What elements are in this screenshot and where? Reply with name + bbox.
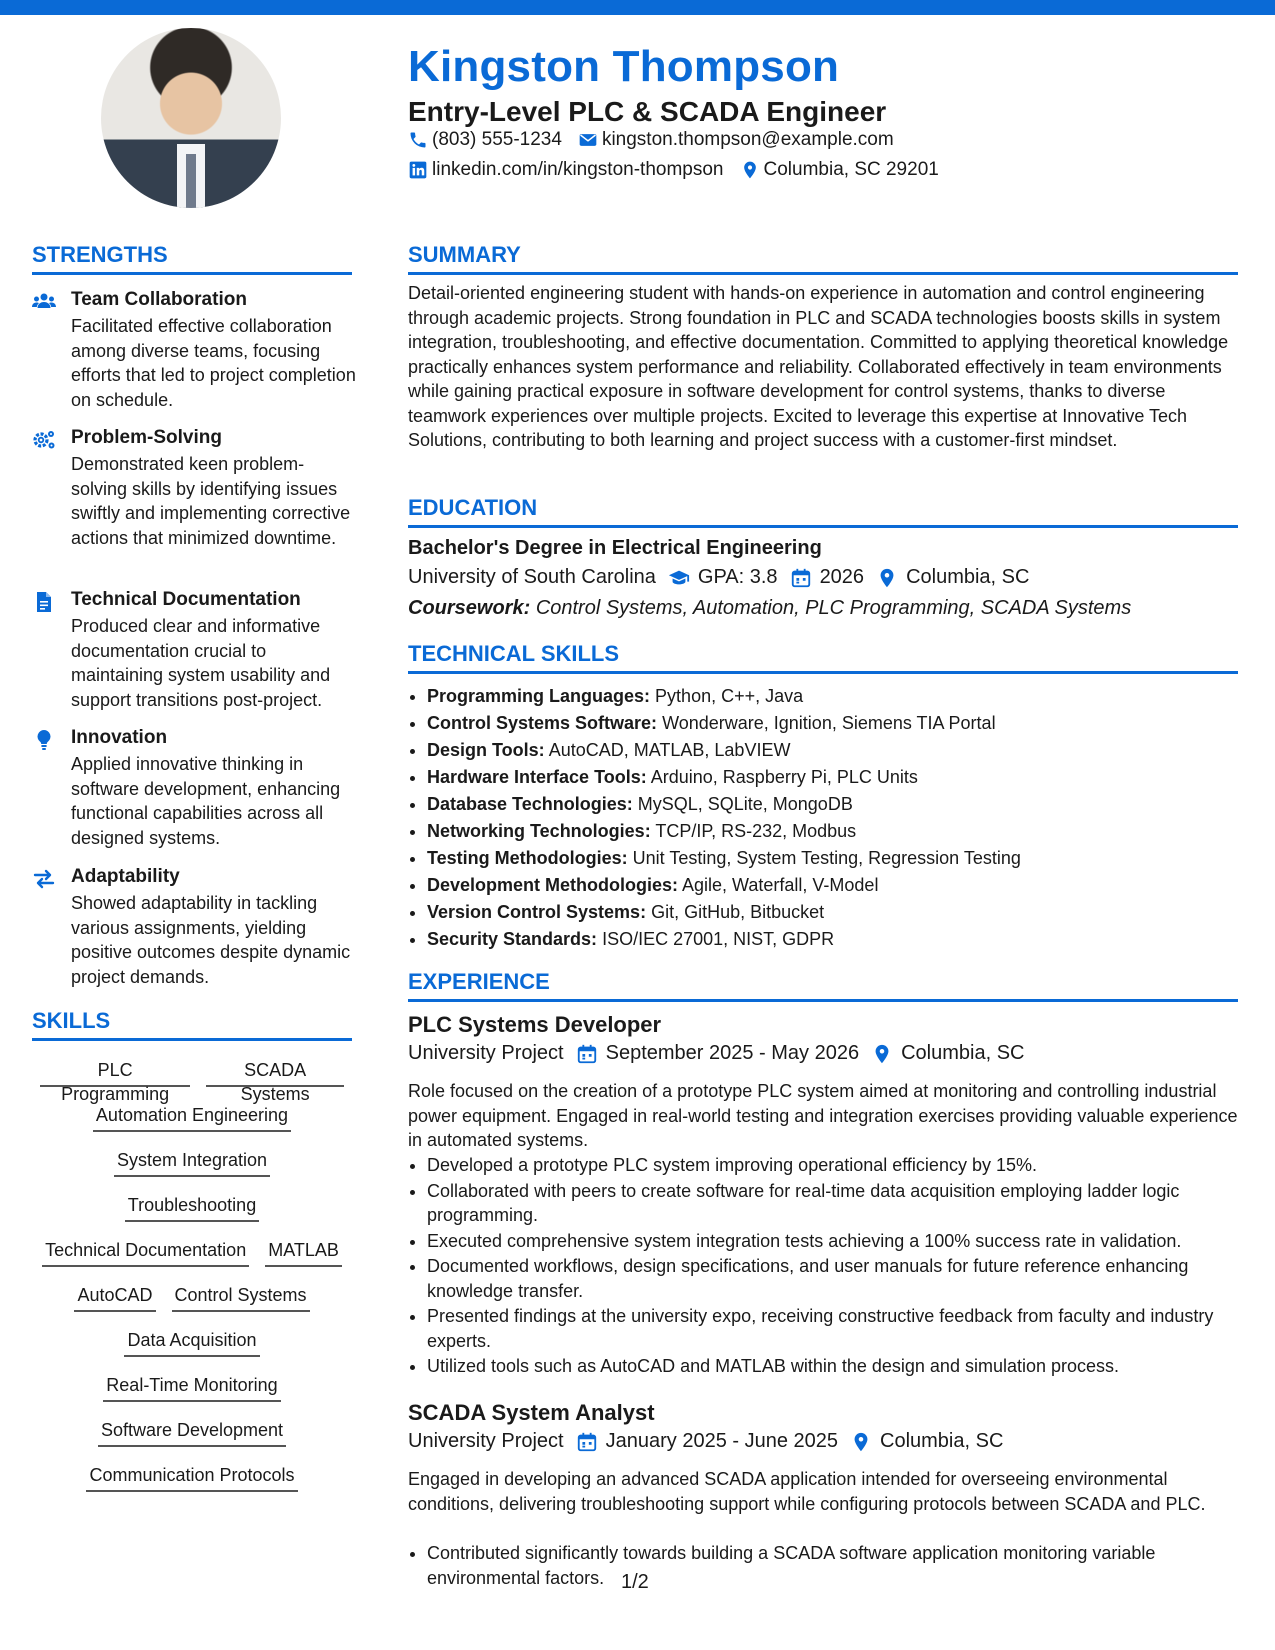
top-accent-bar [0,0,1275,15]
users-icon [32,291,56,313]
list-item: • Testing Methodologies: Unit Testing, System Testing, Regression Testing [427,845,1257,872]
graduation-year: 2026 [819,566,865,588]
skill-chip: Software Development [98,1418,286,1447]
list-item: • Documented workflows, design specifications, and user manuals for future reference enhancing knowledge transfer. [427,1254,1257,1303]
skill-chip: Control Systems [172,1283,310,1312]
job-org: University Project [408,1430,564,1452]
job-description: Engaged in developing an advanced SCADA application intended for overseeing environmental conditions, delivering troubleshooting support while configuring protocols between SCADA and PLC. [408,1469,1206,1514]
map-pin-icon [850,1431,872,1453]
list-item: • Hardware Interface Tools: Arduino, Raspberry Pi, PLC Units [427,764,1257,791]
location-text: Columbia, SC 29201 [763,159,939,180]
job-dates: January 2025 - June 2025 [605,1430,839,1452]
skills-list [32,1058,352,1508]
page-number: 1/2 [621,1571,649,1593]
list-item: • Version Control Systems: Git, GitHub, Bitbucket [427,899,1257,926]
skill-chip: Technical Documentation [42,1238,249,1267]
gpa: GPA: 3.8 [697,566,778,588]
contact-linkedin[interactable] [408,159,724,181]
technical-skills-list [408,683,1257,953]
skill-chip: Communication Protocols [86,1463,297,1492]
linkedin-text: linkedin.com/in/kingston-thompson [432,159,724,180]
skill-line [32,1103,352,1148]
degree-title: Bachelor's Degree in Electrical Engineering [408,537,822,559]
summary-heading: SUMMARY [408,242,1238,275]
skill-line [32,1193,352,1238]
list-item: • Contributed significantly towards building a SCADA software application monitoring variable environmental factors. [427,1541,1257,1590]
phone-icon [408,130,428,150]
candidate-name: Kingston Thompson [408,42,840,91]
skill-chip: PLC Programming [40,1058,190,1087]
strength-description: Demonstrated keen problem-solving skills by identifying issues swiftly and implementing corrective actions that minimized downtime. [71,454,351,548]
skill-chip: SCADA Systems [206,1058,344,1087]
strengths-heading: STRENGTHS [32,242,352,275]
email-text: kingston.thompson@example.com [601,129,894,150]
list-item: • Control Systems Software: Wonderware, Ignition, Siemens TIA Portal [427,710,1257,737]
skill-chip: AutoCAD [74,1283,155,1312]
skill-chip: System Integration [114,1148,270,1177]
experience-heading: EXPERIENCE [408,969,1238,1002]
contact-email[interactable] [578,129,894,151]
list-item: • Utilized tools such as AutoCAD and MATLAB within the design and simulation process. [427,1354,1257,1379]
lightbulb-icon [32,729,56,751]
list-item: • Programming Languages: Python, C++, Java [427,683,1257,710]
job-role: SCADA System Analyst [408,1400,655,1425]
list-item: • Database Technologies: MySQL, SQLite, MongoDB [427,791,1257,818]
skill-line [32,1418,352,1463]
list-item: • Collaborated with peers to create software for real-time data acquisition employing ladder logic programming. [427,1179,1257,1228]
job-bullets [408,1153,1257,1380]
list-item: • Security Standards: ISO/IEC 27001, NIST, GDPR [427,926,1257,953]
coursework [408,597,1131,620]
strength-title: Team Collaboration [71,289,247,310]
list-item: • Presented findings at the university expo, receiving constructive feedback from faculty and industry experts. [427,1304,1257,1353]
job-location: Columbia, SC [880,1430,1004,1452]
job-role: PLC Systems Developer [408,1012,662,1037]
job-bullets [408,1541,1257,1591]
map-pin-icon [871,1043,893,1065]
list-item: • Executed comprehensive system integration tests achieving a 100% success rate in validation. [427,1229,1257,1254]
map-pin-icon [740,160,760,180]
list-item: • Developed a prototype PLC system improving operational efficiency by 15%. [427,1153,1257,1178]
document-icon [32,591,56,613]
strength-description: Facilitated effective collaboration among diverse teams, focusing efforts that led to project completion on schedule. [71,316,356,410]
strength-description: Showed adaptability in tackling various assignments, yielding positive outcomes despite dynamic project demands. [71,893,351,987]
calendar-icon [576,1043,598,1065]
envelope-icon [578,130,598,150]
skill-chip: Automation Engineering [93,1103,291,1132]
skill-chip: Troubleshooting [125,1193,259,1222]
strength-title: Problem-Solving [71,427,222,448]
strength-title: Technical Documentation [71,589,301,610]
coursework-label: Coursework: [408,597,531,619]
contact-row-2 [408,159,955,181]
skill-line [32,1148,352,1193]
skill-line [32,1373,352,1418]
linkedin-icon [408,160,428,180]
phone-text: (803) 555-1234 [432,129,562,150]
strength-description: Produced clear and informative documentation crucial to maintaining system usability and support transitions post-project. [71,616,331,710]
school-location: Columbia, SC [906,566,1030,588]
technical-skills-heading: TECHNICAL SKILLS [408,641,1238,674]
summary-text: Detail-oriented engineering student with hands-on experience in automation and control engineering through academic projects. Strong foundation in PLC and SCADA technologies boosts skills in system integration, troubleshooting, and effective documentation. Committed to applying theoretical knowledge practically enhances system performance and reliability. Collaborated effectively in team environments while gaining practical exposure in software development for control systems, thanks to diverse teamwork experiences over multiple projects. Excited to leverage this expertise at Innovative Tech Solutions, contributing to both learning and project success with a customer-first mindset. [408,283,1229,450]
skill-chip: MATLAB [265,1238,342,1267]
job-dates: September 2025 - May 2026 [605,1042,860,1064]
contact-phone[interactable] [408,129,562,151]
job-meta [408,1042,1037,1065]
job-location: Columbia, SC [901,1042,1025,1064]
calendar-icon [576,1431,598,1453]
job-description: Role focused on the creation of a prototype PLC system aimed at monitoring and controlling industrial power equipment. Engaged in real-world testing and integration exercises providing valuable experience in automated systems. [408,1081,1238,1150]
education-heading: EDUCATION [408,495,1238,528]
job-meta [408,1430,1015,1453]
contact-row-1 [408,129,910,151]
strength-description: Applied innovative thinking in software development, enhancing functional capabilities across all designed systems. [71,754,341,848]
list-item: • Development Methodologies: Agile, Waterfall, V-Model [427,872,1257,899]
education-meta [408,566,1041,589]
calendar-icon [790,567,812,589]
list-item: • Design Tools: AutoCAD, MATLAB, LabVIEW [427,737,1257,764]
school-name: University of South Carolina [408,566,656,588]
contact-location [740,159,939,181]
skill-line [32,1058,352,1103]
profile-photo [101,28,281,208]
skill-line [32,1463,352,1508]
skill-line [32,1238,352,1283]
map-pin-icon [876,567,898,589]
strength-title: Innovation [71,727,168,748]
list-item: • Networking Technologies: TCP/IP, RS-232, Modbus [427,818,1257,845]
skill-chip: Real-Time Monitoring [103,1373,280,1402]
gears-icon [32,429,56,451]
graduation-cap-icon [668,567,690,589]
photo-tie [186,154,196,208]
skill-line [32,1328,352,1373]
job-org: University Project [408,1042,564,1064]
skill-line [32,1283,352,1328]
candidate-title: Entry-Level PLC & SCADA Engineer [408,96,887,127]
skills-heading: SKILLS [32,1008,352,1041]
skill-chip: Data Acquisition [124,1328,259,1357]
arrows-exchange-icon [32,868,56,890]
strength-title: Adaptability [71,866,180,887]
coursework-text: Control Systems, Automation, PLC Programming, SCADA Systems [535,597,1132,619]
